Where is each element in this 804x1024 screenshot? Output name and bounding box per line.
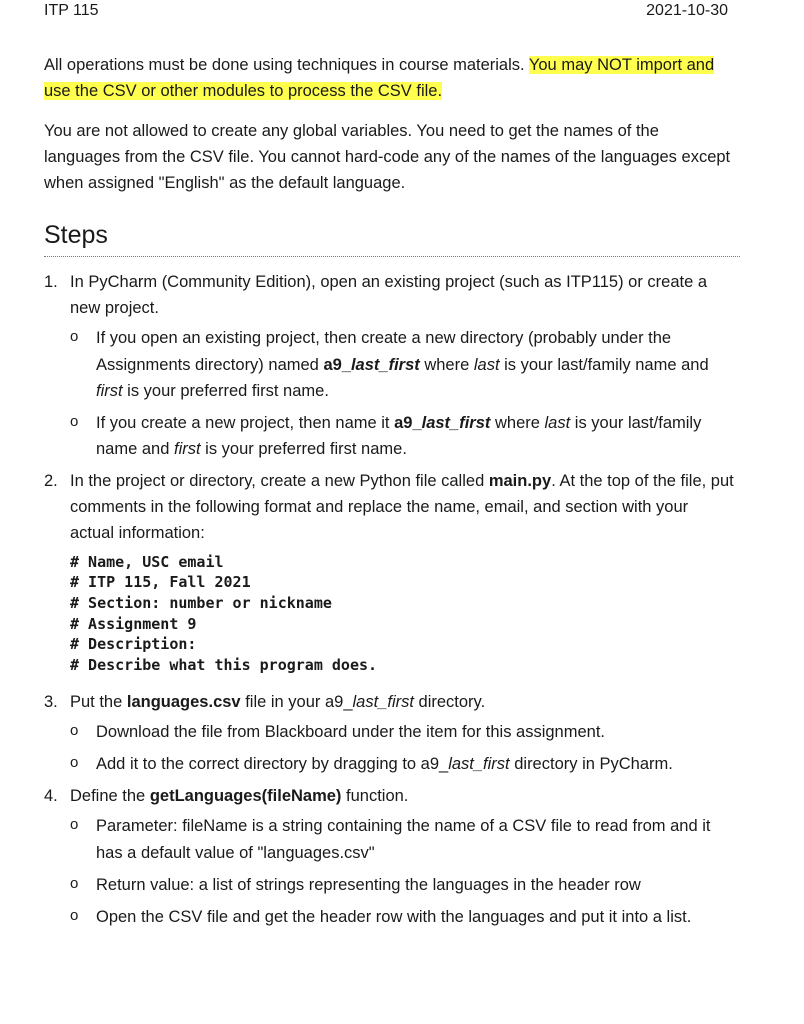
bullet-icon: o [70, 754, 79, 772]
bold-text: main.py [488, 471, 552, 490]
text: Download the file from Blackboard under the item for this assignment. [96, 723, 606, 742]
text: In the project or directory, create a new Python file called [70, 471, 489, 490]
bullet-icon: o [70, 412, 79, 430]
text: function. [341, 787, 409, 806]
text: . At the top of the file, put comments in the following format and replace the name, email, and section with your actual information: [70, 471, 734, 542]
step-1 [44, 269, 734, 461]
bold-text: getLanguages(fileName) [149, 787, 342, 806]
bullet-item [70, 904, 734, 930]
text: If you create a new project, then name it [96, 413, 395, 432]
step-2 [44, 468, 734, 675]
steps-heading: Steps [44, 221, 108, 250]
intro-paragraph-1 [44, 52, 734, 104]
bullet-item [70, 325, 734, 403]
bold-text: a9_ [394, 413, 422, 432]
italic-text: last_first [448, 755, 510, 774]
text: Put the [70, 693, 127, 712]
italic-text: last_first [352, 693, 414, 712]
text: Return value: a list of strings representing the languages in the header row [96, 875, 641, 894]
step-4 [44, 783, 734, 929]
step-number: 4. [44, 787, 58, 806]
text: where [490, 413, 545, 432]
bullet-item [70, 872, 734, 898]
bold-italic-text: last_first [421, 413, 491, 432]
text: is your last/family name and [499, 355, 709, 374]
page-header [44, 2, 728, 24]
bullet-item [70, 410, 734, 462]
step-3 [44, 689, 734, 777]
code-block [70, 552, 734, 675]
code-line: # Assignment 9 [70, 614, 197, 633]
bullet-icon: o [70, 816, 79, 834]
intro-paragraph-2: You are not allowed to create any global variables. You need to get the names of the languages from the CSV file. You cannot hard-code any of the names of the languages except when assigned "English" as the default language. [44, 122, 731, 193]
text: Parameter: fileName is a string containing the name of a CSV file to read from and it has a default value of "languages.csv" [96, 817, 711, 862]
text: is your preferred first name. [122, 381, 329, 400]
code-line: # Section: number or nickname [70, 594, 332, 613]
highlighted-warning: You may NOT import and use the CSV or other modules to process the CSV file. [44, 56, 715, 101]
intro-text: All operations must be done using techniques in course materials. [44, 56, 529, 74]
bullet-item [70, 719, 734, 745]
bullet-icon: o [70, 874, 79, 892]
bold-text: a9_ [323, 355, 351, 374]
italic-text: last [544, 413, 571, 432]
text: where [419, 355, 474, 374]
text: If you open an existing project, then create a new directory (probably under the Assignments directory) named [96, 329, 672, 374]
course-label: ITP 115 [44, 2, 99, 19]
bold-italic-text: last_first [350, 355, 420, 374]
text: Define the [70, 787, 150, 806]
code-line: # Description: [70, 635, 197, 654]
bold-text: languages.csv [126, 693, 241, 712]
bullet-item [70, 751, 734, 777]
text: file in your a9_ [240, 693, 353, 712]
date-label: 2021-10-30 [646, 2, 728, 19]
text: Add it to the correct directory by dragging to a9_ [96, 755, 449, 774]
code-line: # Name, USC email [70, 552, 224, 571]
steps-list [44, 269, 734, 929]
italic-text: last [473, 355, 500, 374]
text: directory. [413, 693, 486, 712]
bullet-icon: o [70, 906, 79, 924]
text: is your last/family name and [96, 413, 702, 458]
step-text: In PyCharm (Community Edition), open an existing project (such as ITP115) or create a new project. [70, 273, 708, 318]
step-number: 1. [44, 273, 58, 292]
step-number: 2. [44, 471, 58, 490]
italic-text: first [173, 439, 201, 458]
bullet-icon: o [70, 722, 79, 740]
step-1-bullets [70, 325, 734, 461]
code-line: # Describe what this program does. [70, 655, 378, 674]
italic-text: first [96, 381, 123, 400]
step-number: 3. [44, 693, 58, 712]
bullet-icon: o [70, 328, 79, 346]
bullet-item [70, 813, 734, 865]
text: directory in PyCharm. [509, 755, 673, 774]
step-4-bullets [70, 813, 734, 929]
document-body [44, 52, 734, 936]
text: Open the CSV file and get the header row with the languages and put it into a list. [96, 907, 692, 926]
text: is your preferred first name. [200, 439, 407, 458]
code-line: # ITP 115, Fall 2021 [70, 573, 251, 592]
step-3-bullets [70, 719, 734, 777]
heading-divider [44, 256, 740, 257]
